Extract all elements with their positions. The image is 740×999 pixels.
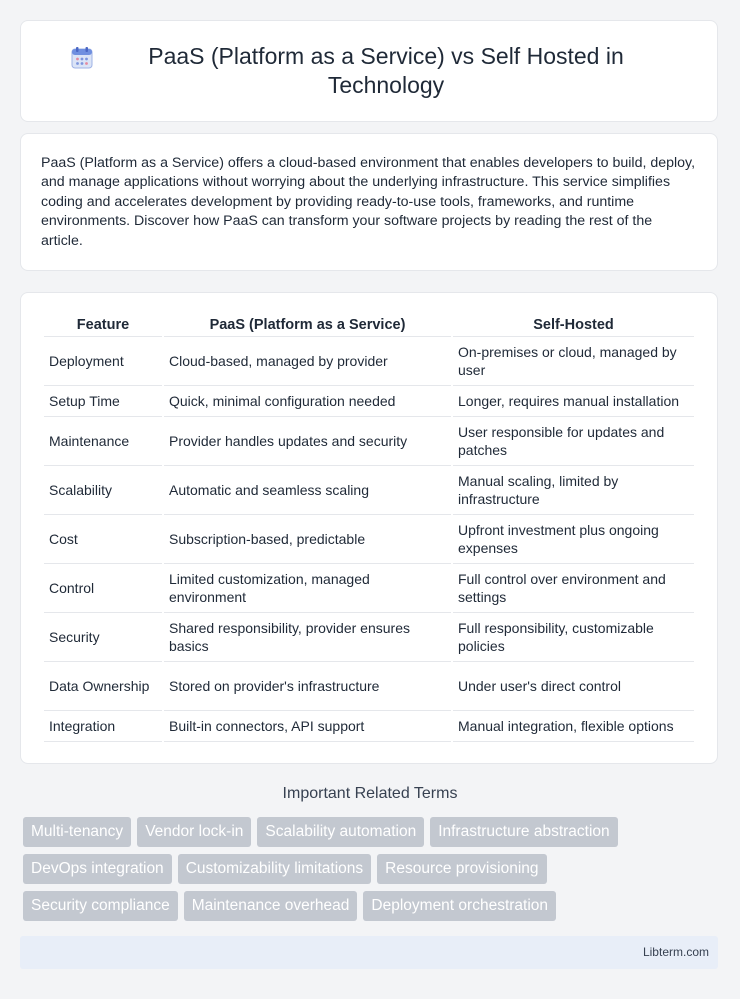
feature-cell: Maintenance: [44, 417, 162, 466]
header-card: [20, 20, 718, 122]
intro-card: [20, 133, 718, 271]
tag-maintenance-overhead[interactable]: Maintenance overhead: [184, 891, 358, 921]
tag-multi-tenancy[interactable]: Multi-tenancy: [23, 817, 131, 847]
table-row: [44, 417, 694, 466]
table-row: [44, 662, 694, 711]
self-hosted-cell: Manual scaling, limited by infrastructure: [453, 466, 694, 515]
paas-cell: Built-in connectors, API support: [164, 711, 451, 742]
table-row: [44, 564, 694, 613]
feature-cell: Integration: [44, 711, 162, 742]
feature-cell: Data Ownership: [44, 662, 162, 711]
self-hosted-cell: User responsible for updates and patches: [453, 417, 694, 466]
table-row: [44, 386, 694, 417]
header-paas: PaaS (Platform as a Service): [164, 313, 451, 337]
tag-row: [23, 854, 703, 884]
feature-cell: Deployment: [44, 337, 162, 386]
paas-cell: Cloud-based, managed by provider: [164, 337, 451, 386]
tag-devops-integration[interactable]: DevOps integration: [23, 854, 172, 884]
feature-cell: Cost: [44, 515, 162, 564]
table-header-row: [44, 313, 694, 337]
header-feature: Feature: [44, 313, 162, 337]
intro-text: PaaS (Platform as a Service) offers a cloud-based environment that enables developers to build, deploy, and manage applications without worrying about the underlying infrastructure. This service simplifies coding and accelerates development by providing ready-to-use tools, frameworks, and runtime environments. Discover how PaaS can transform your software projects by reading the rest of the article.: [41, 155, 696, 249]
feature-cell: Control: [44, 564, 162, 613]
table-row: [44, 515, 694, 564]
footer-site-name: Libterm.com: [642, 945, 709, 959]
calendar-icon: [69, 45, 95, 71]
self-hosted-cell: On-premises or cloud, managed by user: [453, 337, 694, 386]
paas-cell: Subscription-based, predictable: [164, 515, 451, 564]
related-terms-title: Important Related Terms: [282, 785, 458, 802]
page-title: PaaS (Platform as a Service) vs Self Hosted in Technology: [148, 43, 624, 98]
self-hosted-cell: Longer, requires manual installation: [453, 386, 694, 417]
header-self-hosted: Self-Hosted: [453, 313, 694, 337]
tag-security-compliance[interactable]: Security compliance: [23, 891, 178, 921]
table-row: [44, 466, 694, 515]
tag-infrastructure-abstraction[interactable]: Infrastructure abstraction: [430, 817, 617, 847]
title-wrap: [69, 42, 669, 100]
tag-row: [23, 891, 703, 921]
table-row: [44, 337, 694, 386]
paas-cell: Shared responsibility, provider ensures basics: [164, 613, 451, 662]
tag-vendor-lock-in[interactable]: Vendor lock-in: [137, 817, 251, 847]
tag-resource-provisioning[interactable]: Resource provisioning: [377, 854, 546, 884]
self-hosted-cell: Upfront investment plus ongoing expenses: [453, 515, 694, 564]
paas-cell: Provider handles updates and security: [164, 417, 451, 466]
self-hosted-cell: Full control over environment and settings: [453, 564, 694, 613]
feature-cell: Setup Time: [44, 386, 162, 417]
paas-cell: Limited customization, managed environment: [164, 564, 451, 613]
table-row: [44, 711, 694, 742]
paas-cell: Stored on provider's infrastructure: [164, 662, 451, 711]
tag-row: [23, 817, 703, 847]
paas-cell: Quick, minimal configuration needed: [164, 386, 451, 417]
paas-cell: Automatic and seamless scaling: [164, 466, 451, 515]
self-hosted-cell: Manual integration, flexible options: [453, 711, 694, 742]
comparison-table: [42, 313, 696, 742]
self-hosted-cell: Full responsibility, customizable policies: [453, 613, 694, 662]
tag-scalability-automation[interactable]: Scalability automation: [257, 817, 424, 847]
comparison-card: [20, 292, 718, 764]
feature-cell: Security: [44, 613, 162, 662]
related-terms-tags: [23, 817, 703, 928]
tag-customizability-limitations[interactable]: Customizability limitations: [178, 854, 371, 884]
tag-deployment-orchestration[interactable]: Deployment orchestration: [363, 891, 556, 921]
self-hosted-cell: Under user's direct control: [453, 662, 694, 711]
table-row: [44, 613, 694, 662]
feature-cell: Scalability: [44, 466, 162, 515]
footer: [20, 936, 718, 969]
